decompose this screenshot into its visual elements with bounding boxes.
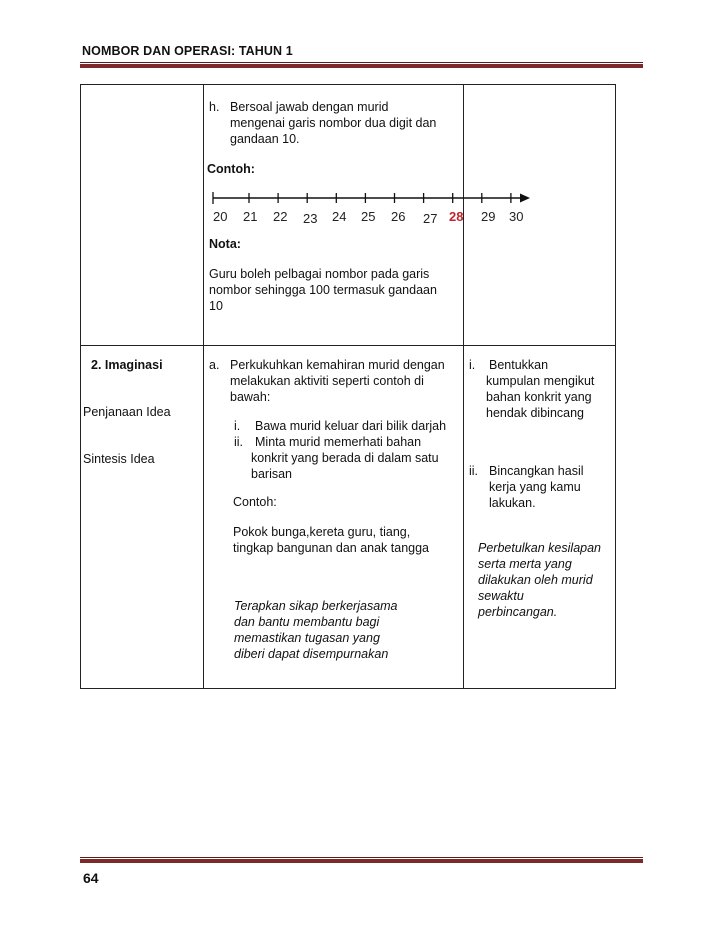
number-line-label-27: 27 (423, 211, 438, 226)
col3-item-i-line-3: bahan konkrit yang (486, 390, 592, 404)
section-heading-imaginasi: 2. Imaginasi (91, 358, 163, 372)
col3-italic-line-1: Perbetulkan kesilapan (478, 541, 601, 555)
nota-line-2: nombor sehingga 100 termasuk gandaan (209, 283, 437, 297)
item-a-line-3: bawah: (230, 390, 271, 404)
col3-italic-line-4: sewaktu (478, 589, 524, 603)
col3-item-ii-line-1: Bincangkan hasil (489, 464, 584, 478)
footer-rule-thick (80, 859, 643, 863)
col3-item-i-marker: i. (469, 358, 476, 372)
sub-ii-line-1: Minta murid memerhati bahan (255, 435, 422, 449)
number-line-label-23: 23 (303, 211, 318, 226)
note-italic-line-4: diberi dapat disempurnakan (234, 647, 389, 661)
sub-ii-line-2: konkrit yang berada di dalam satu (251, 451, 439, 465)
contoh-line-1: Pokok bunga,kereta guru, tiang, (233, 525, 411, 539)
footer-rule-thin (80, 857, 643, 858)
col3-item-ii-line-3: lakukan. (489, 496, 536, 510)
number-line-label-21: 21 (243, 209, 258, 224)
table-col-divider-2 (463, 84, 464, 689)
nota-label: Nota: (209, 237, 241, 251)
contoh-line-2: tingkap bangunan dan anak tangga (233, 541, 430, 555)
skill-penjanaan-idea: Penjanaan Idea (83, 405, 171, 419)
col3-italic-line-2: serta merta yang (478, 557, 572, 571)
number-line (200, 188, 540, 208)
col3-item-i-line-1: Bentukkan (489, 358, 549, 372)
col3-italic-line-3: dilakukan oleh murid (478, 573, 593, 587)
number-line-arrow (520, 194, 530, 203)
number-line-label-28-highlight: 28 (449, 209, 464, 224)
sub-i-text: Bawa murid keluar dari bilik darjah (255, 419, 447, 433)
page-header-title: NOMBOR DAN OPERASI: TAHUN 1 (82, 44, 293, 58)
table-col-divider-1 (203, 84, 204, 689)
contoh-label-2: Contoh: (233, 495, 277, 509)
header-rule-thick (80, 64, 643, 68)
col3-item-i-line-2: kumpulan mengikut (486, 374, 595, 388)
number-line-label-26: 26 (391, 209, 406, 224)
item-a-marker: a. (209, 358, 220, 372)
col3-italic-line-5: perbincangan. (478, 605, 558, 619)
page-number: 64 (83, 870, 99, 886)
note-italic-line-2: dan bantu membantu bagi (234, 615, 380, 629)
col3-item-ii-line-2: kerja yang kamu (489, 480, 581, 494)
number-line-label-22: 22 (273, 209, 288, 224)
number-line-label-29: 29 (481, 209, 496, 224)
table-row-divider (80, 345, 616, 346)
item-h-line-1: Bersoal jawab dengan murid (230, 100, 389, 114)
number-line-label-24: 24 (332, 209, 347, 224)
skill-sintesis-idea: Sintesis Idea (83, 452, 155, 466)
nota-line-3: 10 (209, 299, 223, 313)
note-italic-line-1: Terapkan sikap berkerjasama (234, 599, 398, 613)
item-h-marker: h. (209, 100, 220, 114)
col3-item-ii-marker: ii. (469, 464, 479, 478)
contoh-label: Contoh: (207, 162, 255, 176)
number-line-label-30: 30 (509, 209, 524, 224)
sub-ii-line-3: barisan (251, 467, 292, 481)
header-rule-thin (80, 62, 643, 63)
nota-line-1: Guru boleh pelbagai nombor pada garis (209, 267, 430, 281)
item-a-line-2: melakukan aktiviti seperti contoh di (230, 374, 424, 388)
item-a-line-1: Perkukuhkan kemahiran murid dengan (230, 358, 445, 372)
note-italic-line-3: memastikan tugasan yang (234, 631, 380, 645)
number-line-label-20: 20 (213, 209, 228, 224)
sub-ii-marker: ii. (234, 435, 244, 449)
item-h-line-2: mengenai garis nombor dua digit dan (230, 116, 437, 130)
col3-item-i-line-4: hendak dibincang (486, 406, 584, 420)
sub-i-marker: i. (234, 419, 241, 433)
item-h-line-3: gandaan 10. (230, 132, 300, 146)
number-line-label-25: 25 (361, 209, 376, 224)
